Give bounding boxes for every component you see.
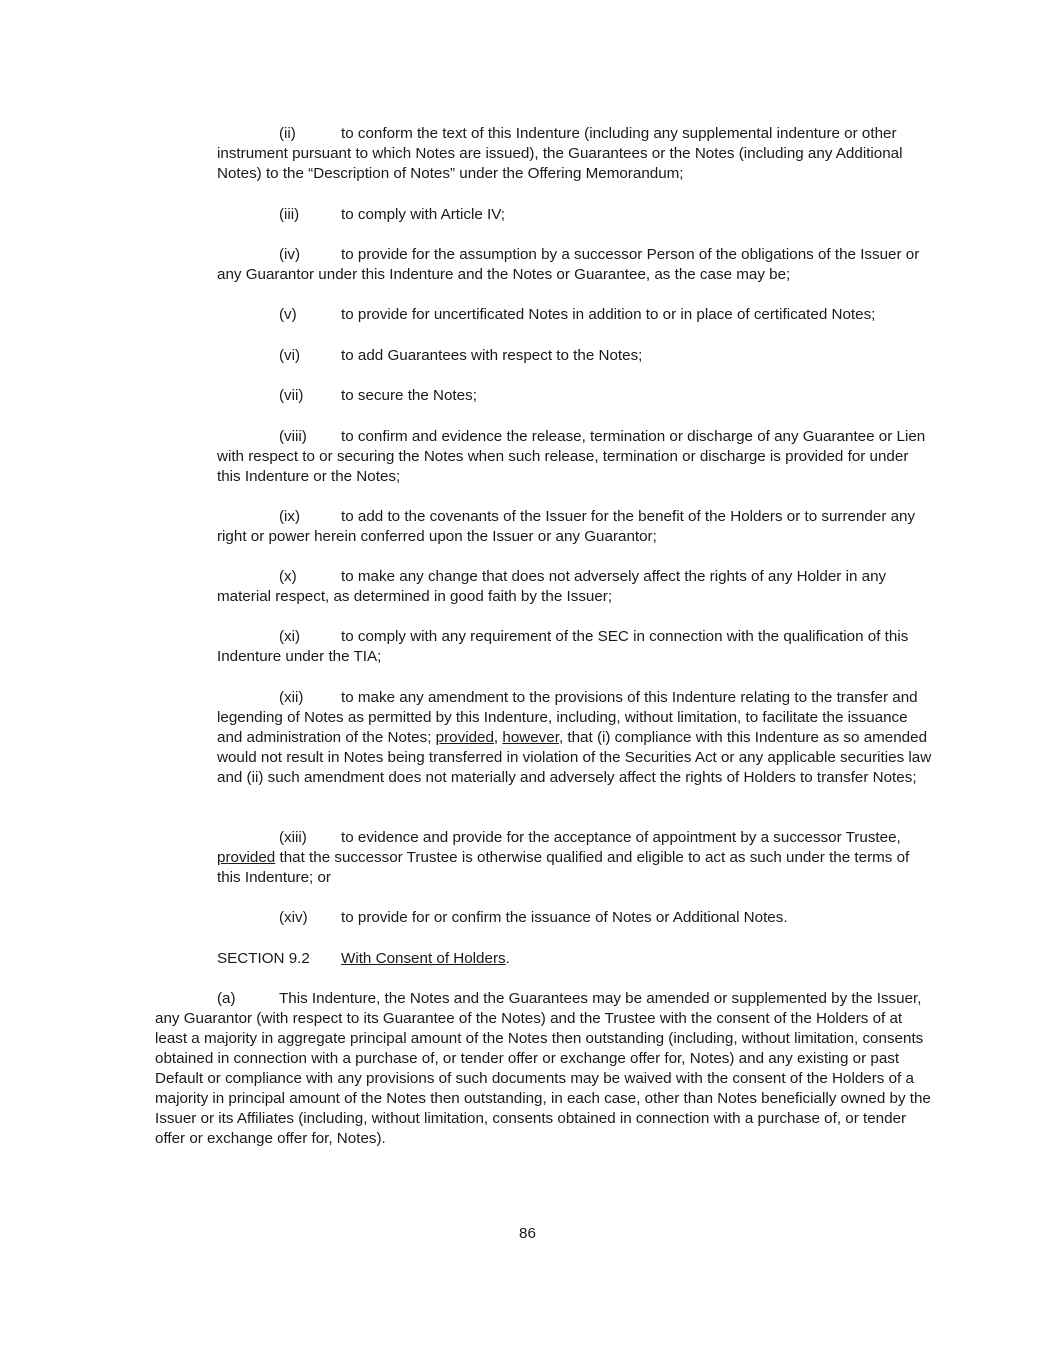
clause-xiii [217, 828, 933, 888]
clause-text: , that (i) compliance with this Indenture as so amended would not result in Notes being transferred in violation of the Securities Act or any applicable securities law and (ii) such amendment does not materially and adversely affect the rights of Holders to transfer Notes; [217, 729, 932, 786]
clause-xii [217, 688, 933, 788]
paragraph-a [155, 989, 933, 1149]
clause-iv [217, 245, 933, 285]
clause-text: to make any amendment to the provisions of this Indenture relating to the transfer and legending of Notes as permitted by this Indenture, including, without limitation, to facilitate the issuance and administration of the Notes; [217, 689, 918, 746]
page-number: 86 [519, 1225, 536, 1242]
clause-text: to comply with Article IV; [341, 206, 506, 223]
clause-label: (xiii) [279, 829, 307, 846]
provided-term: provided [217, 849, 276, 866]
clause-label: (ix) [279, 508, 301, 525]
clause-label: (iii) [279, 206, 300, 223]
clause-text: to add Guarantees with respect to the Notes; [341, 347, 643, 364]
clause-xiv [217, 908, 933, 928]
clause-label: (ii) [279, 125, 296, 142]
clause-v [217, 305, 933, 325]
clause-vi [217, 346, 933, 366]
clause-text: to provide for the assumption by a successor Person of the obligations of the Issuer or any Guarantor under this Indenture and the Notes or Guarantee, as the case may be; [217, 246, 920, 283]
clause-text: to confirm and evidence the release, termination or discharge of any Guarantee or Lien with respect to or securing the Notes when such release, termination or discharge is provided for under this Indenture or the Notes; [217, 428, 926, 485]
clause-label: (xii) [279, 689, 304, 706]
clause-x [217, 567, 933, 607]
clause-label: (xi) [279, 628, 301, 645]
paragraph-text: This Indenture, the Notes and the Guarantees may be amended or supplemented by the Issuer, any Guarantor (with respect to its Guarantee of the Notes) and the Trustee with the consent of the Holders of at least a majority in aggregate principal amount of the Notes then outstanding (including, without limitation, consents obtained in connection with a purchase of, or tender offer or exchange offer for, Notes) and any existing or past Default or compliance with any provisions of such documents may be waived with the consent of the Holders of a majority in principal amount of the Notes then outstanding, in each case, other than Notes beneficially owned by the Issuer or its Affiliates (including, without limitation, consents obtained in connection with a purchase of, or tender offer or exchange offer for, Notes). [155, 990, 931, 1147]
clause-label: (xiv) [279, 909, 308, 926]
clause-vii [217, 386, 933, 406]
however-term: however [502, 729, 559, 746]
paragraph-label: (a) [217, 990, 236, 1007]
clause-xi [217, 627, 933, 667]
clause-label: (vii) [279, 387, 304, 404]
clause-label: (v) [279, 306, 297, 323]
provided-term: provided [435, 729, 494, 746]
section-number: SECTION 9.2 [217, 950, 310, 967]
section-title-end: . [505, 950, 510, 967]
clause-text: to comply with any requirement of the SEC in connection with the qualification of this Indenture under the TIA; [217, 628, 909, 665]
clause-text: , [493, 729, 503, 746]
clause-text: to provide for uncertificated Notes in addition to or in place of certificated Notes; [341, 306, 876, 323]
section-heading [217, 949, 933, 969]
clause-text: to add to the covenants of the Issuer for the benefit of the Holders or to surrender any right or power herein conferred upon the Issuer or any Guarantor; [217, 508, 916, 545]
clause-label: (viii) [279, 428, 307, 445]
clause-iii [217, 205, 933, 225]
clause-viii [217, 427, 933, 487]
clause-text: to evidence and provide for the acceptance of appointment by a successor Trustee, [341, 829, 901, 846]
clause-label: (vi) [279, 347, 301, 364]
clause-ix [217, 507, 933, 547]
clause-text: to secure the Notes; [341, 387, 477, 404]
section-title: With Consent of Holders [341, 950, 506, 967]
clause-ii [217, 124, 933, 184]
clause-text: to make any change that does not adversely affect the rights of any Holder in any material respect, as determined in good faith by the Issuer; [217, 568, 887, 605]
clause-label: (iv) [279, 246, 301, 263]
clause-text: that the successor Trustee is otherwise qualified and eligible to act as such under the terms of this Indenture; or [217, 849, 910, 886]
clause-label: (x) [279, 568, 297, 585]
clause-text: to conform the text of this Indenture (including any supplemental indenture or other instrument pursuant to which Notes are issued), the Guarantees or the Notes (including any Additional Notes) to the “Description of Notes” under the Offering Memorandum; [217, 125, 903, 182]
clause-text: to provide for or confirm the issuance of Notes or Additional Notes. [341, 909, 788, 926]
